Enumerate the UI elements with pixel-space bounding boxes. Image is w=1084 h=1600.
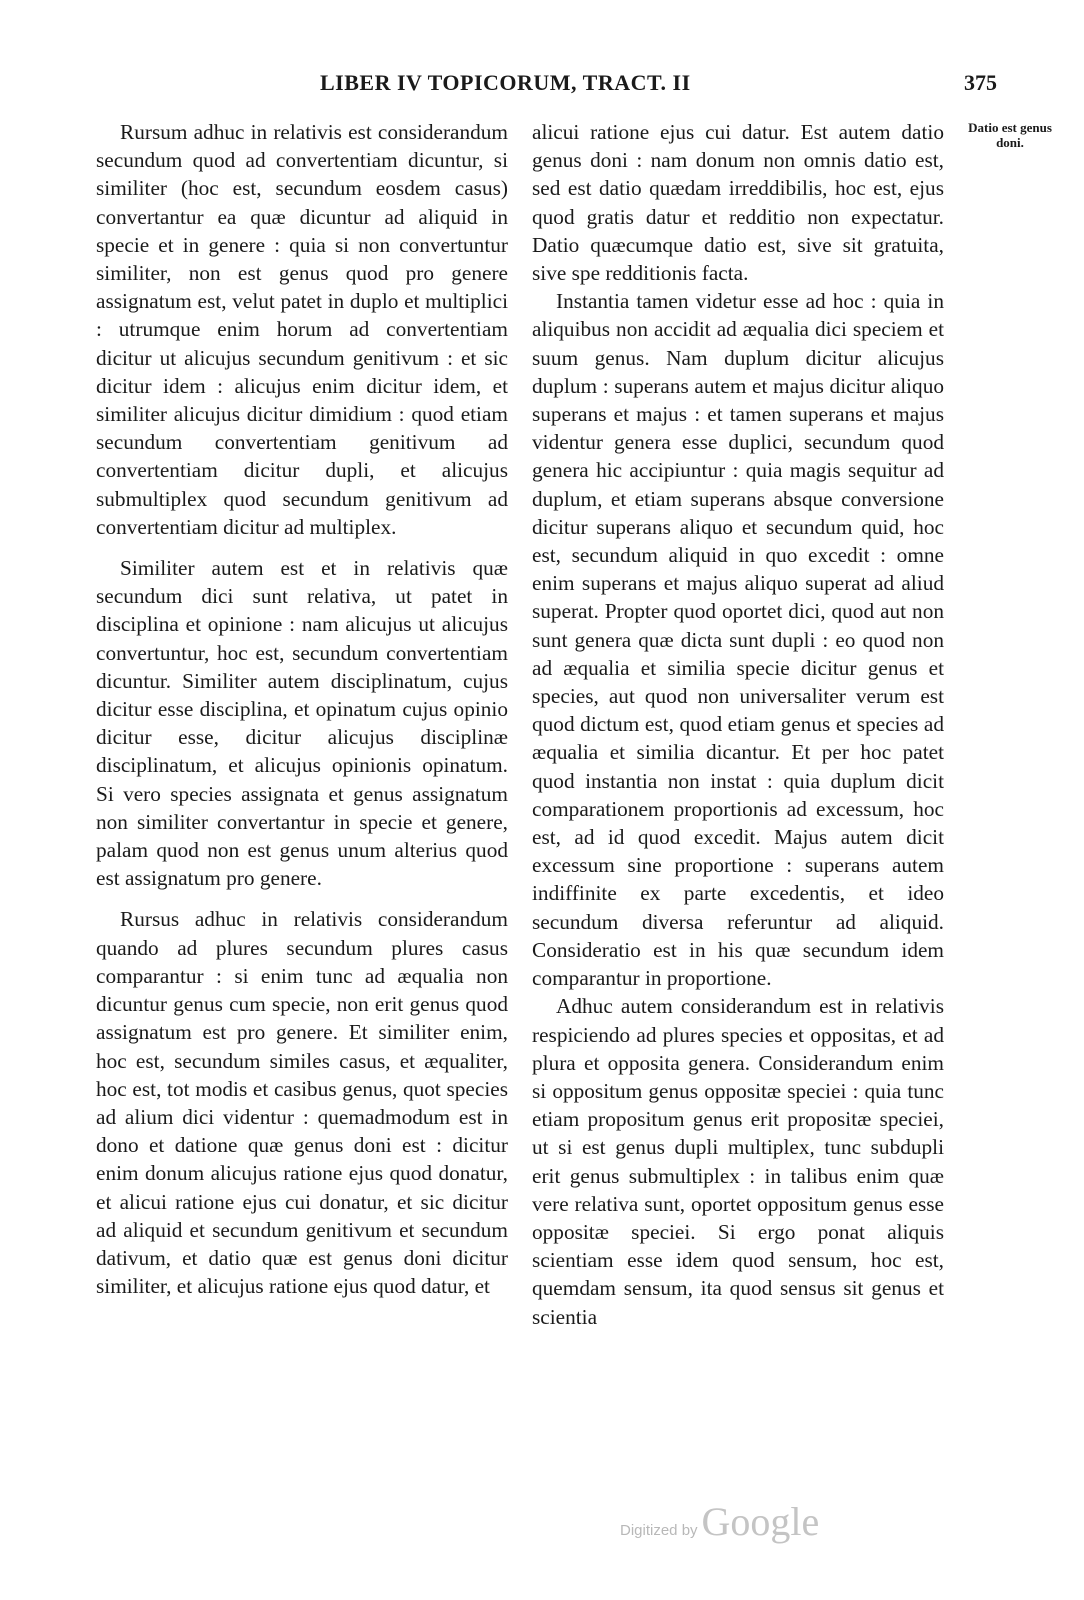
marginal-note: Datio est genus doni. [968,120,1052,150]
digitization-stamp [620,1498,819,1545]
digitized-by-text: Digitized by [620,1522,698,1539]
google-logo: Google [701,1499,820,1544]
left-column [96,118,508,1300]
right-column [532,118,944,1331]
page-number: 375 [964,70,997,95]
paragraph: Instantia tamen videtur esse ad hoc : quia in aliquibus non accidit ad æqualia dici speciem et suum genus. Nam duplum dicitur alicujus duplum : superans autem et majus dicitur aliquo superans et majus : et tamen superans et majus videntur genera esse duplici, secundum quod genera hic accipiuntur : quia magis sequitur ad duplum, et etiam superans absque conversione dicitur superans aliquo et secundum quid, hoc est, secundum aliquid in quo excedit : omne enim superans et majus aliquo superat ad aliud superat. Propter quod oportet dici, quod aut non sunt genera quæ dicta sunt dupli : eo quod non ad æqualia et similia specie dicitur genus et species, aut quod non universaliter verum est quod dictum est, quod etiam genus et species ad æqualia et similia dicantur. Et per hoc patet quod instantia non instat : quia duplum dicit comparationem proportionis ad excessum, hoc est, ad id quod excedit. Majus autem dicit excessum sine proportione : superans autem indiffinite ex parte excedentis, et ideo secundum diversa referuntur ad aliquid. Consideratio est in his quæ secundum idem comparantur in proportione. [532,289,944,991]
paragraph: Rursum adhuc in relativis est considerandum secundum quod ad convertentiam dicuntur, si similiter (hoc est, secundum eosdem casus) convertantur ea quæ dicuntur ad aliquid in specie et in genere : quia si non convertuntur similiter, non est genus quod pro genere assignatum est, velut patet in duplo et multiplici : utrumque enim horum ad convertentiam dicitur ut alicujus secundum genitivum : et sic dicitur idem : alicujus enim dicitur idem, et similiter alicujus dicitur dimidium : quod etiam secundum convertentiam genitivum ad convertentiam dicitur dupli, et alicujus submultiplex quod secundum genitivum ad convertentiam dicitur ad multiplex. [96,120,508,539]
paragraph: Similiter autem est et in relativis quæ secundum dici sunt relativa, ut patet in disciplina et opinione : nam alicujus ut alicujus convertuntur, hoc est, secundum convertentiam dicuntur. Similiter autem disciplinatum, cujus dicitur esse disciplina, et opinatum cujus opinio dicitur esse, dicitur alicujus disciplinæ disciplinatum, et alicujus opinionis opinatum. Si vero species assignata et genus assignatum non similiter convertantur in specie et genere, palam quod non est genus unum alterius quod est assignatum pro genere. [96,556,508,891]
paragraph: Rursus adhuc in relativis considerandum quando ad plures secundum plures casus comparantur : si enim tunc ad æqualia non dicuntur genus cum specie, non erit genus quod assignatum est pro genere. Et similiter enim, hoc est, secundum similes casus, et æqualiter, hoc est, tot modis et casibus genus, quot species ad alium dici videntur : quemadmodum est in dono et datione quæ genus doni est : dicitur enim donum alicujus ratione ejus quod donatur, et alicui ratione ejus cui donatur, et sic dicitur ad aliquid et secundum genitivum et secundum dativum, et datio quæ est genus doni dicitur similiter, et alicujus ratione ejus quod datur, et [96,907,508,1299]
paragraph: alicui ratione ejus cui datur. Est autem datio genus doni : nam donum non omnis datio est, sed est datio quædam irreddibilis, hoc est, ejus quod gratis datur et redditio non expectatur. Datio quæcumque datio est, sive sit gratuita, sive spe redditionis facta. [532,120,944,286]
paragraph: Adhuc autem considerandum est in relativis respiciendo ad plures species et oppositas, et ad plura et opposita genera. Considerandum enim si oppositum genus oppositæ speciei : quia tunc etiam propositum genus erit propositæ speciei, ut si est genus dupli multiplex, tunc subdupli erit genus submultiplex : in talibus enim quæ vere relativa sunt, oportet oppositum genus esse oppositæ speciei. Si ergo ponat aliquis scientiam esse idem quod sensum, hoc est, quemdam sensum, ita quod sensus sit genus et scientia [532,994,944,1329]
running-title: LIBER IV TOPICORUM, TRACT. II [320,70,691,95]
